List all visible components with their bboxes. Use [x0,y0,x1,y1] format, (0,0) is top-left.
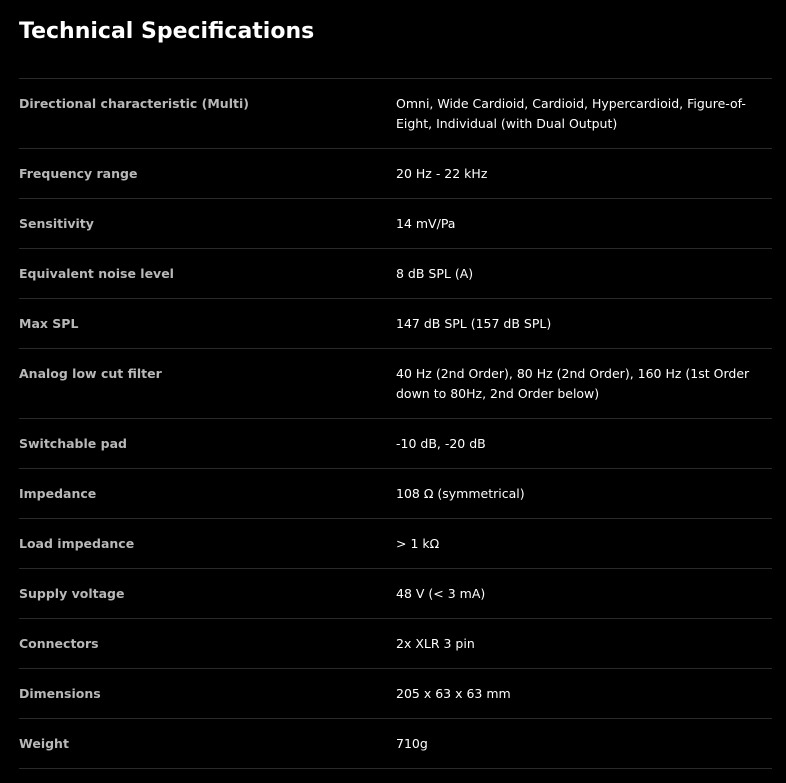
spec-table [19,78,772,769]
spec-value: > 1 kΩ [396,536,440,551]
spec-value: 40 Hz (2nd Order), 80 Hz (2nd Order), 160 Hz (1st Order down to 80Hz, 2nd Order below) [396,366,750,401]
spec-label: Load impedance [19,536,135,551]
spec-value: 205 x 63 x 63 mm [396,686,511,701]
spec-label: Sensitivity [19,216,94,231]
spec-label: Frequency range [19,166,138,181]
spec-row [19,569,772,619]
spec-label: Weight [19,736,69,751]
spec-row [19,519,772,569]
spec-label: Max SPL [19,316,79,331]
spec-label: Connectors [19,636,99,651]
spec-value: 14 mV/Pa [396,216,456,231]
spec-value: 147 dB SPL (157 dB SPL) [396,316,552,331]
spec-row [19,669,772,719]
spec-value: 710g [396,736,428,751]
spec-value: -10 dB, -20 dB [396,436,486,451]
spec-row [19,79,772,149]
spec-label: Equivalent noise level [19,266,174,281]
spec-row [19,349,772,419]
spec-label: Analog low cut filter [19,366,162,381]
spec-label: Supply voltage [19,586,125,601]
page-title: Technical Specifications [19,19,315,44]
spec-label: Impedance [19,486,97,501]
spec-row [19,299,772,349]
spec-value: 2x XLR 3 pin [396,636,475,651]
spec-row [19,249,772,299]
spec-row [19,719,772,769]
spec-row [19,199,772,249]
spec-value: 108 Ω (symmetrical) [396,486,525,501]
spec-label: Directional characteristic (Multi) [19,96,249,111]
spec-row [19,619,772,669]
spec-value: 8 dB SPL (A) [396,266,474,281]
spec-value: Omni, Wide Cardioid, Cardioid, Hypercardioid, Figure-of-Eight, Individual (with Dual Output) [396,96,746,131]
spec-row [19,149,772,199]
spec-label: Switchable pad [19,436,127,451]
spec-row [19,419,772,469]
spec-value: 20 Hz - 22 kHz [396,166,488,181]
spec-label: Dimensions [19,686,101,701]
spec-row [19,469,772,519]
spec-value: 48 V (< 3 mA) [396,586,486,601]
